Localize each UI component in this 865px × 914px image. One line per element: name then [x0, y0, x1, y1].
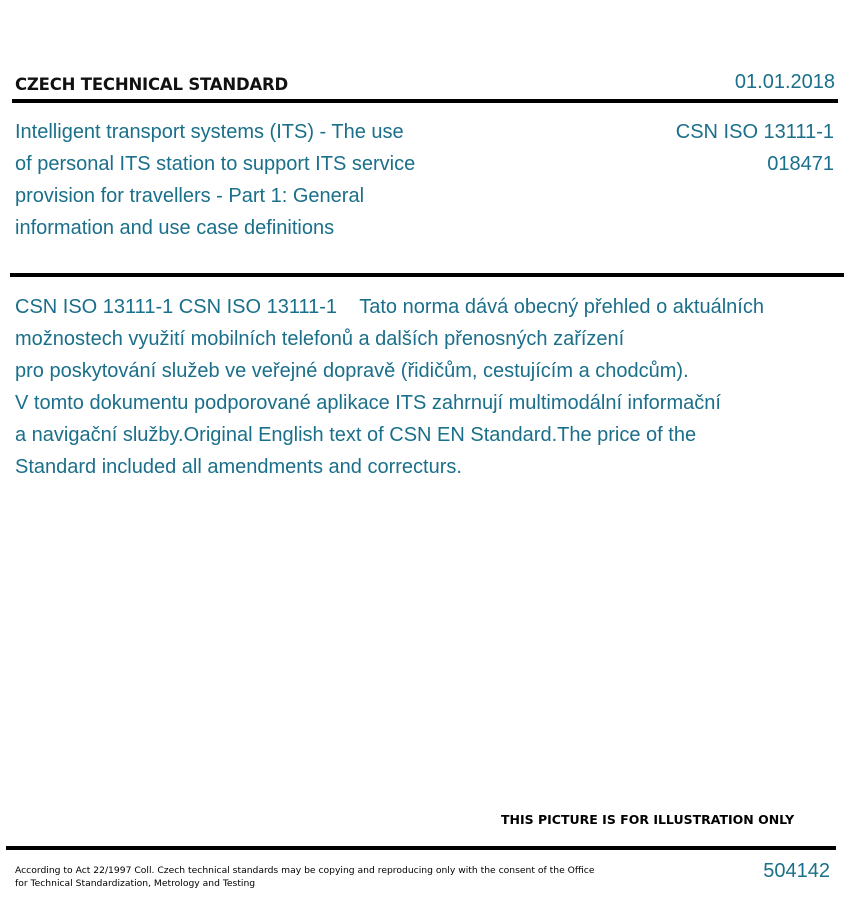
description-line: V tomto dokumentu podporované aplikace ITS zahrnují multimodální informační — [15, 392, 721, 414]
description-line: možnostech využití mobilních telefonů a dalších přenosných zařízení — [15, 328, 625, 350]
standard-number: 018471 — [767, 153, 834, 175]
standard-description — [15, 291, 845, 483]
standard-code: CSN ISO 13111-1 — [675, 121, 834, 143]
description-line: Standard included all amendments and correcturs. — [15, 456, 462, 478]
title-line: of personal ITS station to support ITS service — [15, 153, 416, 175]
description-line: pro poskytování služeb ve veřejné dopravě (řidičům, cestujícím a chodcům). — [15, 360, 689, 382]
description-line: a navigační služby.Original English text of CSN EN Standard.The price of the — [15, 424, 697, 446]
header-divider — [12, 99, 838, 103]
standard-title — [15, 116, 465, 244]
standard-identifiers — [676, 116, 834, 180]
publication-date: 01.01.2018 — [734, 71, 835, 93]
title-line: provision for travellers - Part 1: General — [15, 185, 365, 207]
title-line: information and use case definitions — [15, 217, 335, 239]
catalog-number: 504142 — [763, 860, 830, 882]
title-divider — [10, 273, 844, 277]
description-line: CSN ISO 13111-1 CSN ISO 13111-1 Tato norma dává obecný přehled o aktuálních — [15, 296, 764, 318]
document-type-label: CZECH TECHNICAL STANDARD — [15, 75, 289, 94]
legal-line: According to Act 22/1997 Coll. Czech technical standards may be copying and reproducing only with the consent of the Office — [15, 865, 595, 876]
legal-line: for Technical Standardization, Metrology and Testing — [15, 878, 256, 889]
footer-divider — [6, 846, 836, 850]
title-line: Intelligent transport systems (ITS) - The use — [15, 121, 404, 143]
legal-notice — [15, 864, 595, 890]
illustration-notice: THIS PICTURE IS FOR ILLUSTRATION ONLY — [501, 812, 795, 827]
